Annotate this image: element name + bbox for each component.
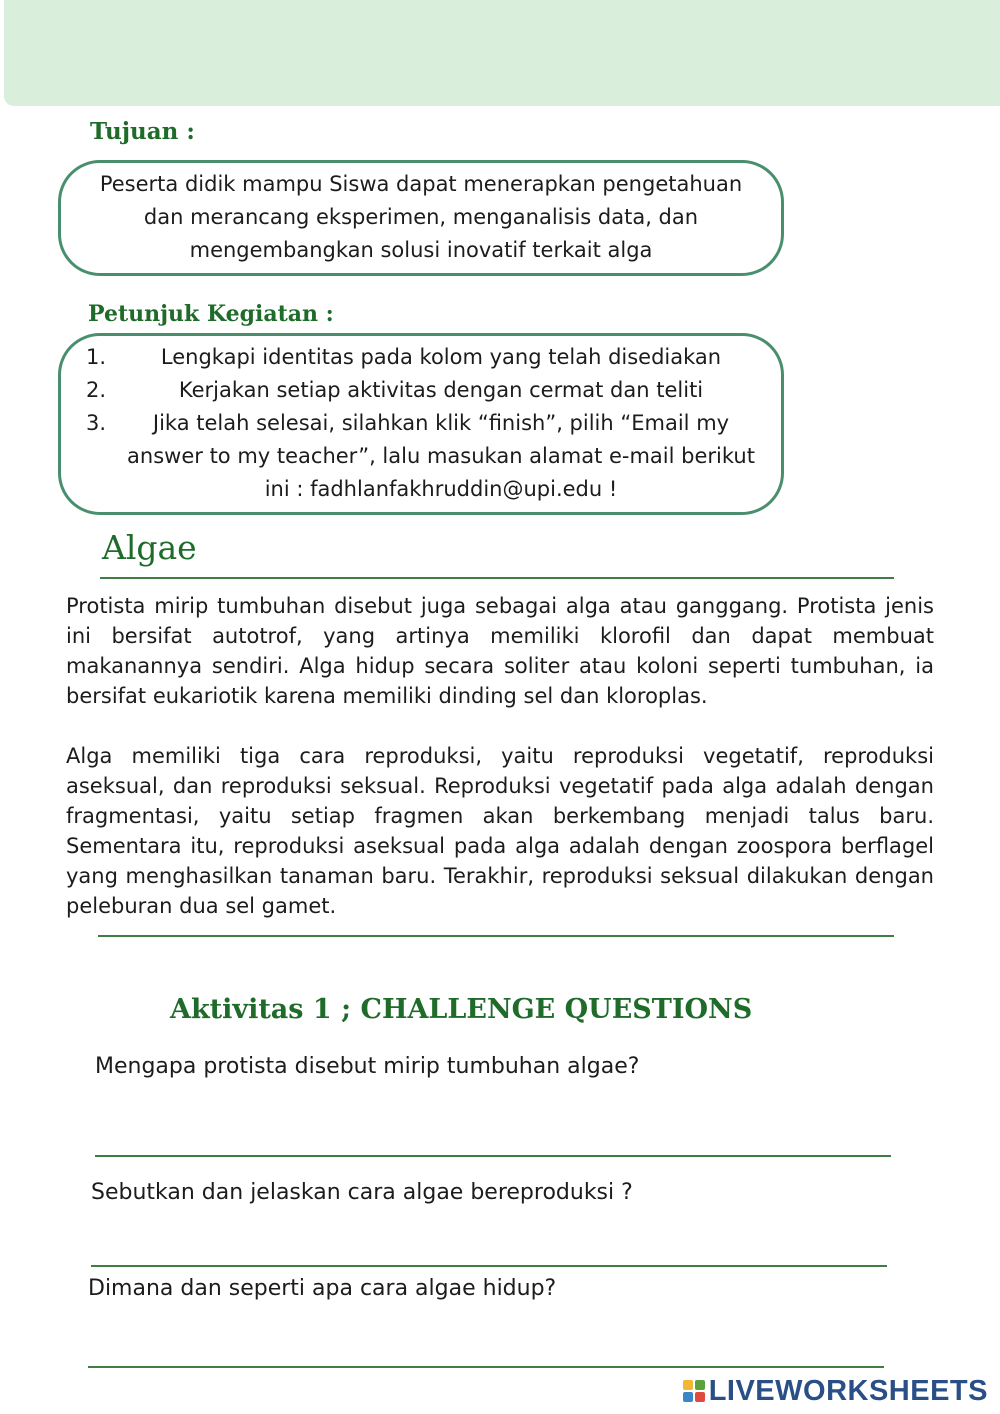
divider [98, 935, 894, 937]
step-number: 3. [86, 411, 107, 435]
aktivitas-heading: Aktivitas 1 ; CHALLENGE QUESTIONS [170, 994, 753, 1025]
step-item [78, 407, 768, 506]
step-number: 2. [86, 378, 107, 402]
step-text: Kerjakan setiap aktivitas dengan cermat dan teliti [178, 378, 704, 402]
algae-heading: Algae [102, 528, 197, 567]
step-item [78, 341, 768, 374]
petunjuk-heading: Petunjuk Kegiatan : [88, 301, 334, 327]
question-text: Mengapa protista disebut mirip tumbuhan algae? [95, 1054, 640, 1079]
question-text: Sebutkan dan jelaskan cara algae bereproduksi ? [91, 1180, 633, 1205]
algae-paragraph: Alga memiliki tiga cara reproduksi, yaitu reproduksi vegetatif, reproduksi aseksual, dan reproduksi seksual. Reproduksi vegetatif pada alga adalah dengan fragmentasi, yaitu setiap fragmen akan berkembang menjadi talus baru. Sementara itu, reproduksi aseksual pada alga adalah dengan zoospora berflagel yang menghasilkan tanaman baru. Terakhir, reproduksi seksual dilakukan dengan peleburan dua sel gamet. [66, 744, 934, 918]
brand-name: LIVEWORKSHEETS [708, 1374, 988, 1407]
logo-square [695, 1392, 705, 1402]
liveworksheets-logo [683, 1374, 988, 1408]
divider [100, 577, 894, 579]
brand-logo-icon [683, 1380, 705, 1402]
tujuan-text: Peserta didik mampu Siswa dapat menerapkan pengetahuan dan merancang eksperimen, menganalisis data, dan mengembangkan solusi inovatif terkait alga [99, 172, 743, 262]
answer-input-1[interactable] [95, 1155, 891, 1157]
answer-input-2[interactable] [91, 1265, 887, 1267]
step-text: Lengkapi identitas pada kolom yang telah disediakan [160, 345, 722, 369]
step-item [78, 374, 768, 407]
algae-paragraph: Protista mirip tumbuhan disebut juga sebagai alga atau ganggang. Protista jenis ini bersifat autotrof, yang artinya memiliki klorofil dan dapat membuat makanannya sendiri. Alga hidup secara soliter atau koloni seperti tumbuhan, ia bersifat eukariotik karena memiliki dinding sel dan kloroplas. [66, 594, 934, 708]
step-number: 1. [86, 345, 107, 369]
petunjuk-steps [78, 341, 768, 506]
logo-square [683, 1380, 693, 1390]
top-banner [4, 0, 1000, 106]
tujuan-heading: Tujuan : [90, 118, 195, 145]
step-text: Jika telah selesai, silahkan klik “finish”, pilih “Email my answer to my teacher”, lalu masukan alamat e-mail berikut ini : fadhlanfakhruddin@upi.edu ! [127, 411, 755, 501]
logo-square [683, 1392, 693, 1402]
question-text: Dimana dan seperti apa cara algae hidup? [88, 1276, 557, 1301]
answer-input-3[interactable] [88, 1366, 884, 1368]
logo-square [695, 1380, 705, 1390]
